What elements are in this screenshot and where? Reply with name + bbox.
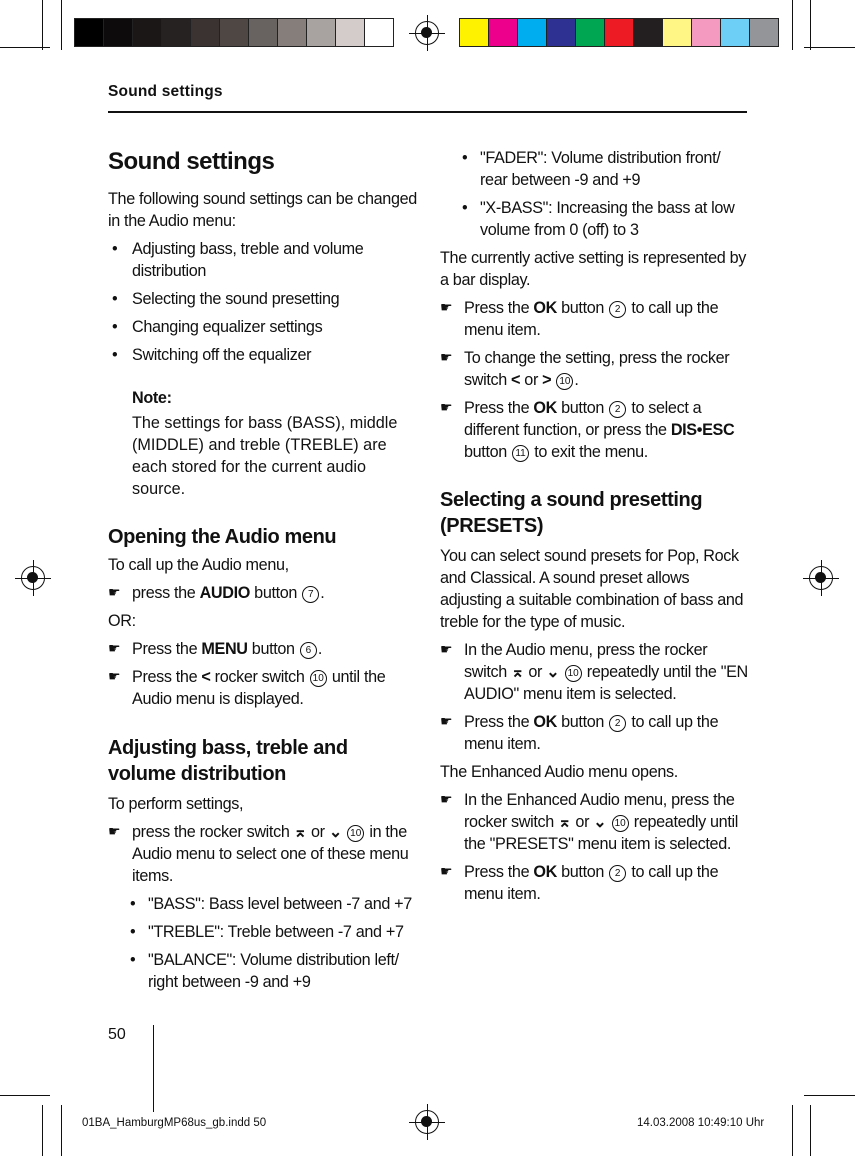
slug-timestamp: 14.03.2008 10:49:10 Uhr xyxy=(637,1117,765,1129)
running-header: Sound settings xyxy=(108,83,223,100)
color-swatch xyxy=(335,18,365,47)
slug-filename: 01BA_HamburgMP68us_gb.indd 50 xyxy=(82,1117,267,1129)
header-rule xyxy=(108,111,747,113)
color-swatch xyxy=(720,18,750,47)
control-number-badge: 2 xyxy=(609,401,626,418)
rocker-down-icon: ⌄ xyxy=(546,663,560,681)
action-step: ☛ Press the < rocker switch 10 until the Audio menu is displayed. xyxy=(108,666,418,710)
list-item: • Adjusting bass, treble and volume distribution xyxy=(108,238,418,282)
rocker-up-icon: ⌅ xyxy=(293,823,307,841)
color-swatch xyxy=(132,18,162,47)
color-swatch xyxy=(364,18,394,47)
body-text: To perform settings, xyxy=(108,795,244,813)
action-step: ☛ Press the OK button 2 to call up the menu item. xyxy=(440,861,750,905)
color-swatch xyxy=(749,18,779,47)
action-step: ☛ In the Audio menu, press the rocker switch ⌅ or ⌄ 10 repeatedly until the "EN AUDIO" menu item is selected. xyxy=(440,639,750,705)
body-text: The currently active setting is represented by a bar display. xyxy=(440,249,747,289)
crop-mark xyxy=(0,1095,50,1096)
control-number-badge: 11 xyxy=(512,445,529,462)
list-item: • Changing equalizer settings xyxy=(108,316,418,338)
crop-mark xyxy=(792,1105,793,1156)
rocker-left-icon: < xyxy=(201,668,211,686)
crop-mark xyxy=(792,0,793,50)
color-swatch xyxy=(691,18,721,47)
color-swatch xyxy=(277,18,307,47)
color-swatch xyxy=(248,18,278,47)
color-swatch xyxy=(575,18,605,47)
color-swatch xyxy=(161,18,191,47)
registration-mark-icon xyxy=(21,566,45,590)
control-number-badge: 2 xyxy=(609,715,626,732)
crop-mark xyxy=(61,0,62,50)
list-item: • Selecting the sound presetting xyxy=(108,288,418,310)
action-step: ☛ In the Enhanced Audio menu, press the rocker switch ⌅ or ⌄ 10 repeatedly until the "PRESETS" menu item is selected. xyxy=(440,789,750,855)
list-item: • "FADER": Volume distribution front/ rear between -9 and +9 xyxy=(440,147,750,191)
color-swatch xyxy=(219,18,249,47)
list-item: • "TREBLE": Treble between -7 and +7 xyxy=(108,921,418,943)
right-column xyxy=(440,147,750,905)
list-item: • "X-BASS": Increasing the bass at low volume from 0 (off) to 3 xyxy=(440,197,750,241)
left-column xyxy=(108,148,418,993)
action-step: ☛ Press the OK button 2 to call up the menu item. xyxy=(440,297,750,341)
crop-mark xyxy=(804,47,855,48)
action-step: ☛ press the AUDIO button 7 . xyxy=(108,582,418,604)
action-step: ☛ press the rocker switch ⌅ or ⌄ 10 in the Audio menu to select one of these menu items. xyxy=(108,821,418,887)
crop-mark xyxy=(810,0,811,50)
note-label: Note: xyxy=(132,389,172,407)
color-swatch xyxy=(546,18,576,47)
page-divider-line xyxy=(153,1025,154,1112)
crop-mark xyxy=(804,1095,855,1096)
color-swatch xyxy=(662,18,692,47)
rocker-up-icon: ⌅ xyxy=(558,813,572,831)
action-step: ☛ Press the MENU button 6 . xyxy=(108,638,418,660)
control-number-badge: 2 xyxy=(609,301,626,318)
note-text: The settings for bass (BASS), middle (MIDDLE) and treble (TREBLE) are each stored for the current audio source. xyxy=(132,414,398,498)
action-step: ☛ Press the OK button 2 to call up the menu item. xyxy=(440,711,750,755)
list-item: • "BASS": Bass level between -7 and +7 xyxy=(108,893,418,915)
body-text: The Enhanced Audio menu opens. xyxy=(440,763,678,781)
list-item: • "BALANCE": Volume distribution left/ right between -9 and +9 xyxy=(108,949,418,993)
color-swatch xyxy=(190,18,220,47)
action-step: ☛ To change the setting, press the rocker switch < or > 10 . xyxy=(440,347,750,391)
action-step: ☛ Press the OK button 2 to select a different function, or press the DIS•ESC button 11 to exit the menu. xyxy=(440,397,750,463)
control-number-badge: 7 xyxy=(302,586,319,603)
section-heading: Adjusting bass, treble and volume distribution xyxy=(108,737,348,785)
color-swatch xyxy=(459,18,489,47)
rocker-left-icon: < xyxy=(511,371,521,389)
control-number-badge: 10 xyxy=(347,825,364,842)
color-swatch xyxy=(306,18,336,47)
body-text: OR: xyxy=(108,612,136,630)
section-heading: Selecting a sound presetting (PRESETS) xyxy=(440,489,703,537)
section-heading: Opening the Audio menu xyxy=(108,526,337,548)
crop-mark xyxy=(810,1105,811,1156)
rocker-down-icon: ⌄ xyxy=(328,823,343,841)
rocker-down-icon: ⌄ xyxy=(593,813,607,831)
crop-mark xyxy=(42,1105,43,1156)
color-swatch xyxy=(604,18,634,47)
body-text: You can select sound presets for Pop, Rock and Classical. A sound preset allows adjusting a suitable combination of bass and treble for the type of music. xyxy=(440,547,744,631)
control-number-badge: 2 xyxy=(609,865,626,882)
page-number: 50 xyxy=(108,1026,126,1043)
control-number-badge: 10 xyxy=(556,373,573,390)
crop-mark xyxy=(42,0,43,50)
control-number-badge: 10 xyxy=(565,665,582,682)
registration-mark-icon xyxy=(415,1110,439,1134)
control-number-badge: 10 xyxy=(310,670,327,687)
color-swatch xyxy=(633,18,663,47)
control-number-badge: 10 xyxy=(612,815,629,832)
control-number-badge: 6 xyxy=(300,642,317,659)
registration-mark-icon xyxy=(415,21,439,45)
color-swatch xyxy=(103,18,133,47)
color-swatch xyxy=(74,18,104,47)
list-item: • Switching off the equalizer xyxy=(108,344,418,366)
body-text: To call up the Audio menu, xyxy=(108,556,289,574)
page-title: Sound settings xyxy=(108,148,275,175)
color-swatch xyxy=(517,18,547,47)
rocker-right-icon: > xyxy=(542,371,552,389)
crop-mark xyxy=(61,1105,62,1156)
intro-text: The following sound settings can be changed in the Audio menu: xyxy=(108,190,417,230)
registration-mark-icon xyxy=(809,566,833,590)
rocker-up-icon: ⌅ xyxy=(511,663,525,681)
color-swatch xyxy=(488,18,518,47)
